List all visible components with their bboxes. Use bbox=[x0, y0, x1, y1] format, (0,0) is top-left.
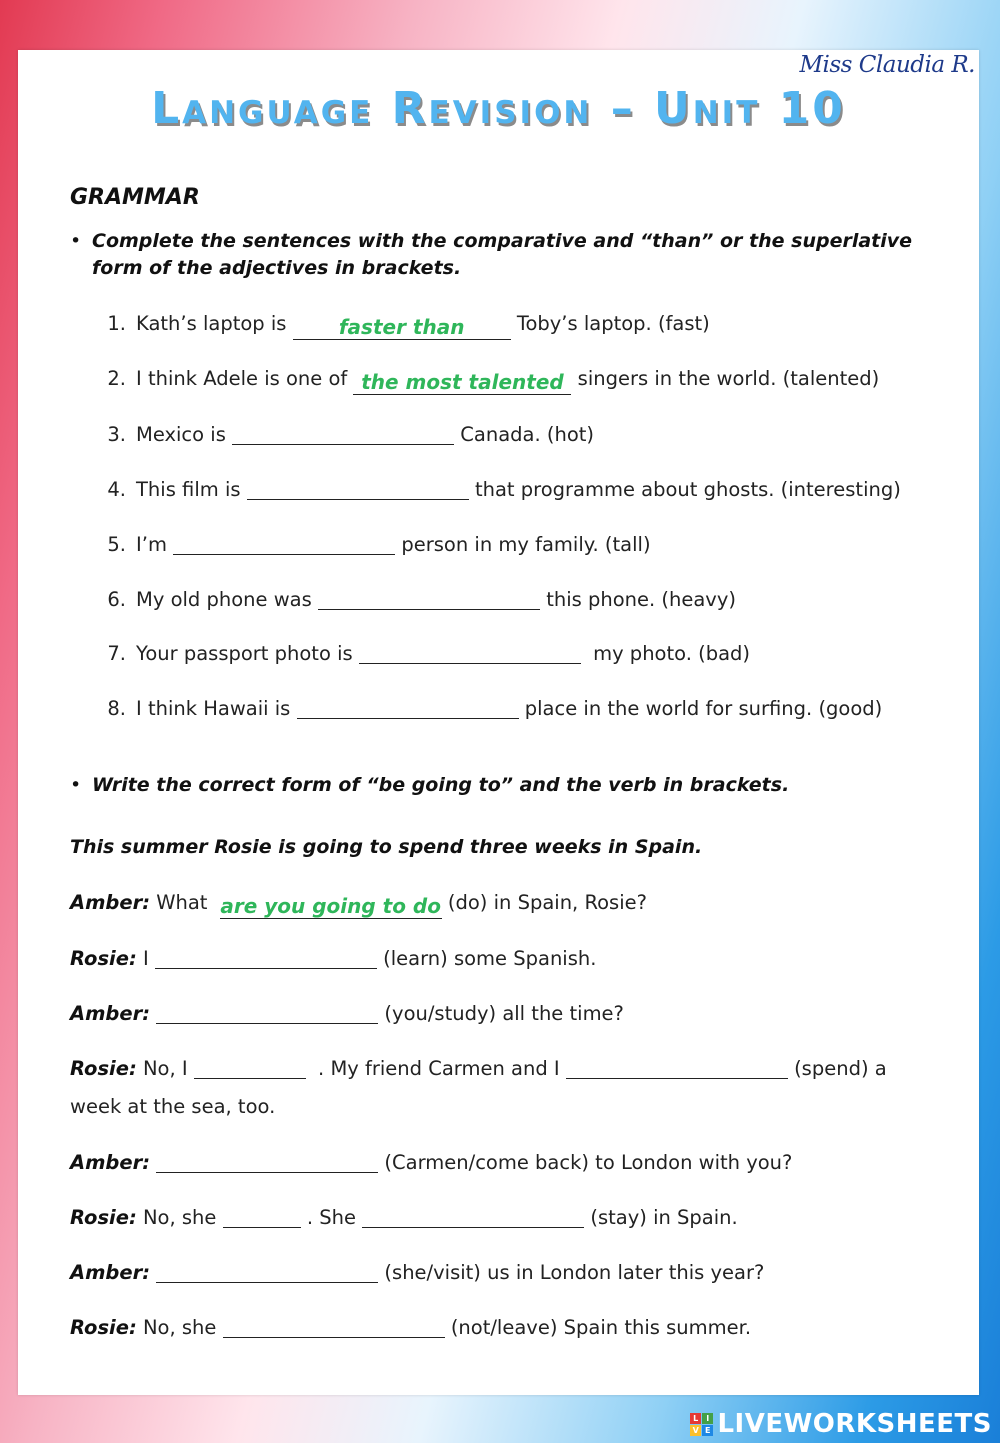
item-number: 8. bbox=[107, 697, 126, 720]
dialogue-line-3 bbox=[70, 1001, 950, 1025]
exercise-item-6 bbox=[70, 587, 950, 611]
item-text: My old phone was bbox=[136, 588, 312, 611]
bullet-dot: • bbox=[70, 774, 82, 796]
answer-blank[interactable] bbox=[173, 532, 395, 555]
exercise-item-5 bbox=[70, 532, 950, 556]
dialogue-text: (stay) in Spain. bbox=[590, 1206, 738, 1229]
worksheet-title: Language Revision – Unit 10 bbox=[151, 83, 846, 134]
item-text: singers in the world. (talented) bbox=[577, 367, 880, 390]
answer-blank[interactable]: the most talented bbox=[353, 372, 571, 395]
answer-blank[interactable]: are you going to do bbox=[220, 894, 441, 918]
instruction-1 bbox=[70, 228, 950, 282]
item-number: 6. bbox=[107, 588, 126, 611]
speaker-label: Rosie: bbox=[70, 1206, 137, 1229]
dialogue-text: No, she bbox=[142, 1316, 217, 1339]
answer-blank[interactable] bbox=[223, 1205, 301, 1228]
dialogue-text: (do) in Spain, Rosie? bbox=[447, 891, 647, 914]
dialogue-line-4 bbox=[70, 1056, 950, 1080]
dialogue-text: (Carmen/come back) to London with you? bbox=[384, 1151, 793, 1174]
dialogue-line-6 bbox=[70, 1205, 950, 1229]
dialogue-text: (spend) a bbox=[794, 1057, 887, 1080]
dialogue-text: . My friend Carmen and I bbox=[318, 1057, 560, 1080]
liveworksheets-logo-icon bbox=[690, 1413, 713, 1436]
dialogue-text: No, she bbox=[142, 1206, 217, 1229]
answer-blank[interactable] bbox=[155, 946, 377, 969]
answer-blank[interactable] bbox=[318, 587, 540, 610]
item-text: Canada. (hot) bbox=[460, 423, 595, 446]
item-text: that programme about ghosts. (interesting) bbox=[474, 478, 901, 501]
item-text: Toby’s laptop. (fast) bbox=[516, 312, 710, 335]
instruction-2-text: Write the correct form of “be going to” and the verb in brackets. bbox=[92, 774, 790, 796]
answer-blank[interactable] bbox=[156, 1001, 378, 1024]
answer-blank[interactable] bbox=[362, 1205, 584, 1228]
dialogue-text: What bbox=[156, 891, 208, 914]
speaker-label: Amber: bbox=[70, 1002, 151, 1025]
item-number: 3. bbox=[107, 423, 126, 446]
author-signature: Miss Claudia R. bbox=[799, 52, 975, 78]
item-text: person in my family. (tall) bbox=[401, 533, 651, 556]
speaker-label: Rosie: bbox=[70, 947, 137, 970]
exercise-item-3 bbox=[70, 422, 950, 446]
exercise-item-8 bbox=[70, 696, 950, 720]
logo-mark-letter: L bbox=[690, 1413, 701, 1424]
answer-blank[interactable] bbox=[156, 1150, 378, 1173]
item-text: my photo. (bad) bbox=[593, 642, 751, 665]
item-number: 4. bbox=[107, 478, 126, 501]
item-text: Mexico is bbox=[136, 423, 226, 446]
item-text: I think Hawaii is bbox=[136, 697, 291, 720]
item-text: this phone. (heavy) bbox=[546, 588, 736, 611]
dialogue-line-7 bbox=[70, 1260, 950, 1284]
logo-text: LIVEWORKSHEETS bbox=[717, 1409, 992, 1439]
dialogue-text: (learn) some Spanish. bbox=[383, 947, 597, 970]
instruction-1-text: Complete the sentences with the comparative and “than” or the superlative form of the adjectives in brackets. bbox=[92, 230, 913, 279]
dialogue-line-8 bbox=[70, 1315, 950, 1339]
dialogue-text: No, I bbox=[142, 1057, 188, 1080]
dialogue-line-2 bbox=[70, 946, 950, 970]
answer-blank[interactable] bbox=[297, 696, 519, 719]
exercise-item-7 bbox=[70, 641, 950, 665]
answer-blank[interactable] bbox=[232, 422, 454, 445]
answer-blank[interactable] bbox=[359, 641, 581, 664]
dialogue-text: (you/study) all the time? bbox=[384, 1002, 624, 1025]
item-text: I’m bbox=[136, 533, 167, 556]
dialogue-text: week at the sea, too. bbox=[70, 1095, 276, 1118]
speaker-label: Amber: bbox=[70, 891, 151, 914]
dialogue-text: I bbox=[142, 947, 149, 970]
section-heading: GRAMMAR bbox=[70, 185, 200, 210]
answer-blank[interactable] bbox=[223, 1315, 445, 1338]
bullet-dot: • bbox=[70, 230, 82, 252]
item-text: This film is bbox=[136, 478, 241, 501]
dialogue-line-5 bbox=[70, 1150, 950, 1174]
worksheet-page bbox=[18, 50, 979, 1395]
logo-mark-letter: E bbox=[702, 1425, 713, 1436]
answer-blank[interactable]: faster than bbox=[293, 317, 511, 340]
answer-blank[interactable] bbox=[194, 1056, 306, 1079]
exercise-item-4 bbox=[70, 477, 950, 501]
answer-blank[interactable] bbox=[247, 477, 469, 500]
exercise-item-1 bbox=[70, 312, 950, 340]
speaker-label: Amber: bbox=[70, 1151, 151, 1174]
dialogue-text: (not/leave) Spain this summer. bbox=[450, 1316, 752, 1339]
scenario-text: This summer Rosie is going to spend three weeks in Spain. bbox=[70, 836, 703, 858]
item-text: I think Adele is one of bbox=[136, 367, 348, 390]
item-text: Your passport photo is bbox=[136, 642, 353, 665]
logo-mark-letter: V bbox=[690, 1425, 701, 1436]
liveworksheets-logo bbox=[690, 1409, 992, 1439]
dialogue-line-4-continued bbox=[70, 1095, 950, 1118]
item-text: Kath’s laptop is bbox=[136, 312, 287, 335]
logo-mark-letter: I bbox=[702, 1413, 713, 1424]
speaker-label: Amber: bbox=[70, 1261, 151, 1284]
item-number: 1. bbox=[107, 312, 126, 335]
item-number: 5. bbox=[107, 533, 126, 556]
dialogue-line-1 bbox=[70, 891, 950, 919]
item-number: 7. bbox=[107, 642, 126, 665]
speaker-label: Rosie: bbox=[70, 1057, 137, 1080]
answer-blank[interactable] bbox=[566, 1056, 788, 1079]
item-text: place in the world for surfing. (good) bbox=[524, 697, 883, 720]
answer-blank[interactable] bbox=[156, 1260, 378, 1283]
dialogue-text: . She bbox=[306, 1206, 356, 1229]
item-number: 2. bbox=[107, 367, 126, 390]
instruction-2 bbox=[70, 772, 950, 799]
exercise-item-2 bbox=[70, 367, 950, 395]
dialogue-text: (she/visit) us in London later this year? bbox=[384, 1261, 765, 1284]
speaker-label: Rosie: bbox=[70, 1316, 137, 1339]
